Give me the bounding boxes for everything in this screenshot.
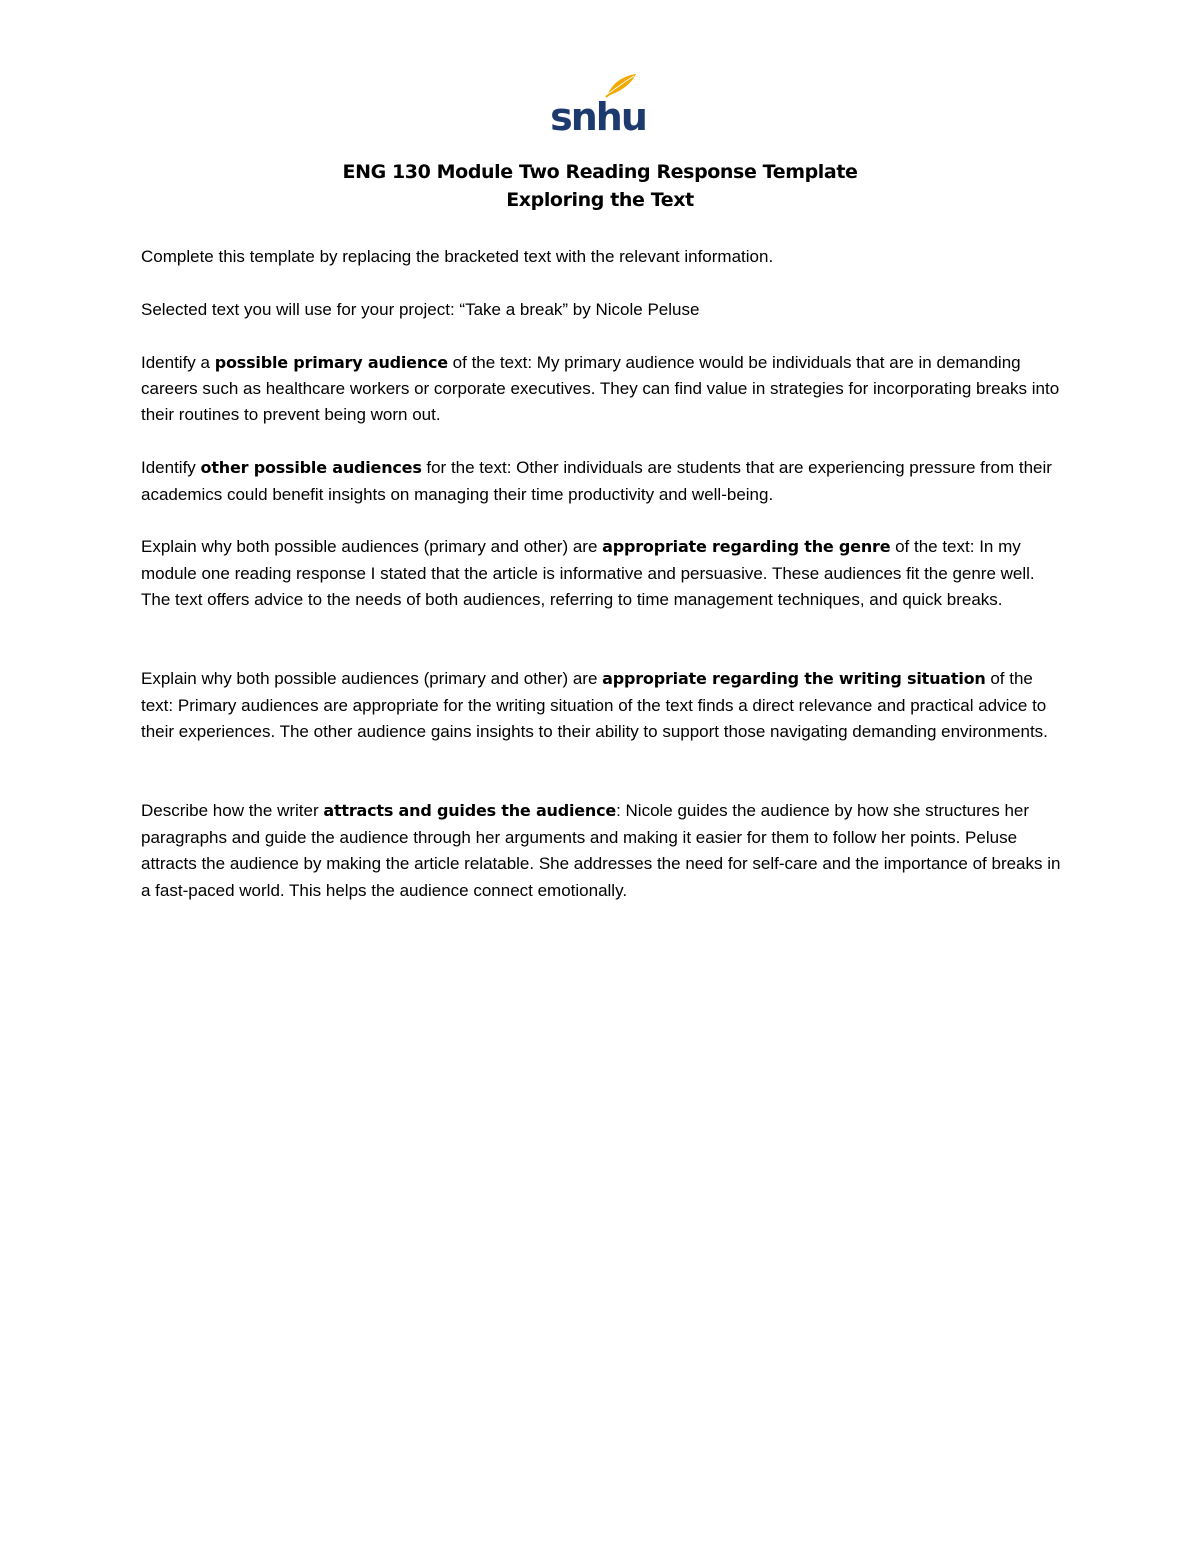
prompt-prefix: Identify a — [141, 352, 215, 372]
answer-text: Other individuals are students that are experiencing pressure from their academics could benefit insights on managing their time productivity and well-being. — [141, 458, 1052, 504]
prompt-bold: attracts and guides the audience — [323, 801, 617, 821]
answer-text: In my module one reading response I stated that the article is informative and persuasive. These audiences fit the genre well. The text offers advice to the needs of both audiences, referring to time management techniques, and quick breaks. — [141, 537, 1035, 610]
document-title: ENG 130 Module Two Reading Response Template — [342, 161, 858, 183]
prompt-suffix: : — [616, 801, 626, 821]
prompt-prefix: Explain why both possible audiences (primary and other) are — [141, 669, 603, 689]
intro-paragraph: Complete this template by replacing the bracketed text with the relevant information. — [141, 247, 774, 266]
attracts-guides-paragraph — [141, 798, 1061, 904]
prompt-suffix: of the text: — [890, 537, 980, 557]
document-subtitle: Exploring the Text — [506, 189, 694, 211]
prompt-suffix: of the text: — [141, 669, 1033, 715]
primary-audience-paragraph — [141, 350, 1061, 429]
prompt-bold: appropriate regarding the writing situation — [602, 669, 986, 689]
prompt-bold: possible primary audience — [214, 352, 448, 372]
prompt-prefix: Explain why both possible audiences (primary and other) are — [141, 537, 603, 557]
prompt-bold: appropriate regarding the genre — [602, 537, 891, 557]
prompt-suffix: of the text: — [447, 352, 537, 372]
prompt-prefix: Identify — [141, 458, 201, 478]
snhu-logo — [548, 70, 648, 136]
other-audiences-paragraph — [141, 455, 1061, 508]
document-body — [141, 244, 1061, 930]
prompt-prefix: Describe how the writer — [141, 801, 324, 821]
answer-text: Primary audiences are appropriate for the writing situation of the text finds a direct relevance and practical advice to their experiences. The other audience gains insights to their ability to support those navigating demanding environments. — [141, 695, 1048, 742]
answer-text: My primary audience would be individuals that are in demanding careers such as healthcare workers or corporate executives. They can find value in strategies for incorporating breaks into their routines to prevent being worn out. — [141, 352, 1060, 425]
writing-situation-paragraph — [141, 666, 1061, 745]
svg-text:snhu: snhu — [550, 95, 646, 136]
leaf-icon — [548, 70, 648, 136]
prompt-suffix: for the text: — [421, 458, 517, 478]
document-title-block — [0, 158, 1200, 214]
prompt-bold: other possible audiences — [200, 458, 422, 478]
answer-text: Nicole guides the audience by how she structures her paragraphs and guide the audience through her arguments and making it easier for them to follow her points. Peluse attracts the audience by making the article relatable. She addresses the need for self-care and the importance of breaks in a fast-paced world. This helps the audience connect emotionally. — [141, 801, 1061, 900]
selected-text-paragraph: Selected text you will use for your project: “Take a break” by Nicole Peluse — [141, 299, 700, 319]
genre-paragraph — [141, 534, 1061, 613]
